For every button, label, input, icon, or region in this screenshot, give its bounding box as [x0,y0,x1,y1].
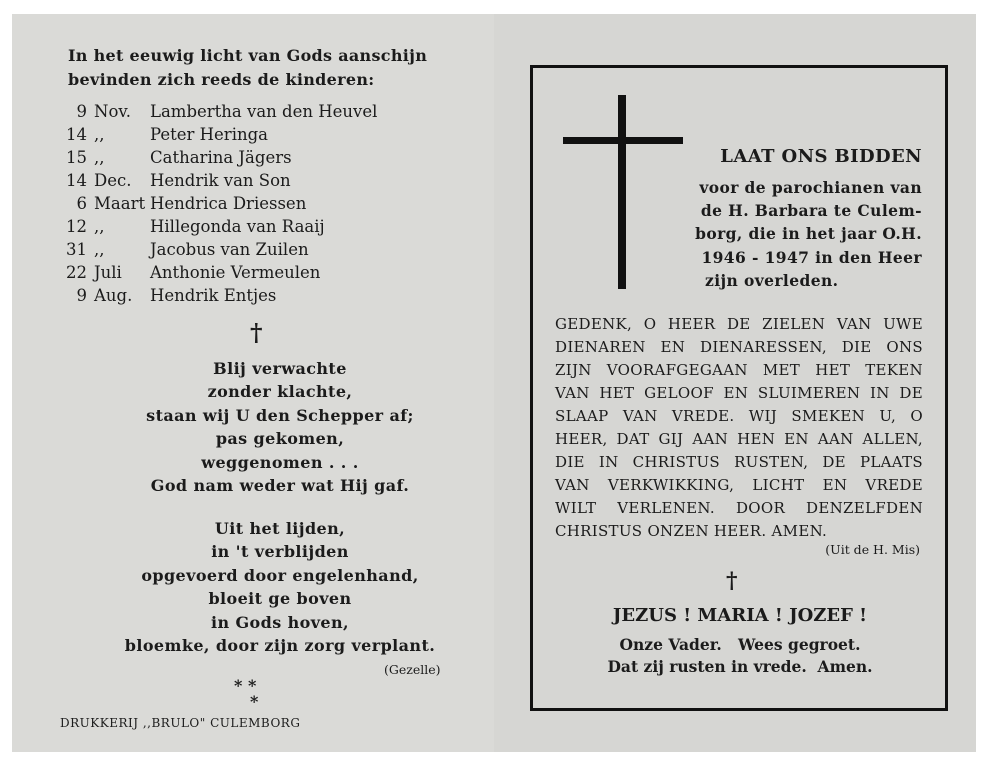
child-day: 22 [66,263,87,282]
child-month: ,, [94,217,105,236]
prayer-line: VAN VERKWIKKING, LICHT EN VREDE [555,476,923,494]
child-day: 14 [66,125,87,144]
child-name: Hendrica Driessen [150,194,307,213]
stars-top: * * [234,676,257,695]
child-name: Lambertha van den Heuvel [150,102,378,121]
child-day: 31 [66,240,87,259]
prayer-line: DIENAREN EN DIENARESSEN, DIE ONS [555,338,923,356]
prayers-line: Onze Vader. Wees gegroet. [619,635,861,654]
child-name: Anthonie Vermeulen [150,263,321,282]
intro-line: de H. Barbara te Culem- [700,201,922,221]
cross-icon-right: † [726,568,738,594]
poem-line: in Gods hoven, [211,612,349,632]
child-name: Hendrik Entjes [150,286,277,305]
child-month: Dec. [94,171,132,190]
child-name: Jacobus van Zuilen [150,240,309,259]
prayer-line: SLAAP VAN VREDE. WIJ SMEKEN U, O [555,407,923,425]
prayer-line: CHRISTUS ONZEN HEER. AMEN. [555,522,828,540]
poem-line: God nam weder wat Hij gaf. [150,476,410,495]
stars-bottom: * [250,692,259,711]
poem-line: pas gekomen, [215,429,345,449]
intro-line: zijn overleden. [705,270,839,290]
heading-line-2: bevinden zich reeds de kinderen: [68,70,375,89]
poem-line: in 't verblijden [211,542,349,562]
poem-line: Blij verwachte [213,359,347,378]
closing-line: Dat zij rusten in vrede. Amen. [607,657,873,676]
heading-line-1: In het eeuwig licht van Gods aanschijn [68,46,428,65]
intro-line: 1946 - 1947 in den Heer [701,247,922,267]
poem-line: bloeit ge boven [208,589,352,609]
child-month: Aug. [94,286,133,305]
child-day: 6 [76,194,87,213]
intro-line: voor de parochianen van [699,178,922,197]
poem-line: opgevoerd door engelenhand, [141,565,419,585]
poem-line: zonder klachte, [207,382,353,402]
child-month: Maart [94,194,146,213]
prayer-line: HEER, DAT GIJ AAN HEN EN AAN ALLEN, [555,430,923,448]
printer-credit: DRUKKERIJ ,,BRULO" CULEMBORG [60,716,301,730]
prayer-line: DIE IN CHRISTUS RUSTEN, DE PLAATS [555,453,923,471]
poem-line: staan wij U den Schepper af; [146,405,414,425]
child-name: Hillegonda van Raaij [150,217,325,236]
child-day: 12 [66,217,87,236]
prayer-line: GEDENK, O HEER DE ZIELEN VAN UWE [555,315,923,333]
child-month: ,, [94,148,105,167]
poem-line: bloemke, door zijn zorg verplant. [124,636,436,655]
child-name: Catharina Jägers [150,148,292,167]
invocation: JEZUS ! MARIA ! JOZEF ! [612,605,868,626]
child-day: 9 [76,286,87,305]
child-month: Nov. [94,102,131,121]
child-month: ,, [94,125,105,144]
poem-line: weggenomen . . . [201,452,359,472]
prayer-source: (Uit de H. Mis) [825,542,920,557]
child-month: Juli [94,263,122,282]
child-name: Peter Heringa [150,125,268,144]
prayer-line: VAN HET GELOOF EN SLUIMEREN IN DE [555,384,923,402]
child-name: Hendrik van Son [150,171,291,190]
poem-attribution: (Gezelle) [384,662,441,677]
cross-icon-large-post [618,95,626,289]
prayer-title: LAAT ONS BIDDEN [720,146,922,167]
child-day: 15 [66,148,87,167]
intro-line: borg, die in het jaar O.H. [695,224,922,244]
child-day: 9 [76,102,87,121]
prayer-line: ZIJN VOORAFGEGAAN MET HET TEKEN [555,361,923,379]
poem-line: Uit het lijden, [214,519,346,538]
child-month: ,, [94,240,105,259]
cross-icon-left: † [250,318,263,347]
child-day: 14 [66,171,87,190]
prayer-line: WILT VERLENEN. DOOR DENZELFDEN [555,499,923,517]
